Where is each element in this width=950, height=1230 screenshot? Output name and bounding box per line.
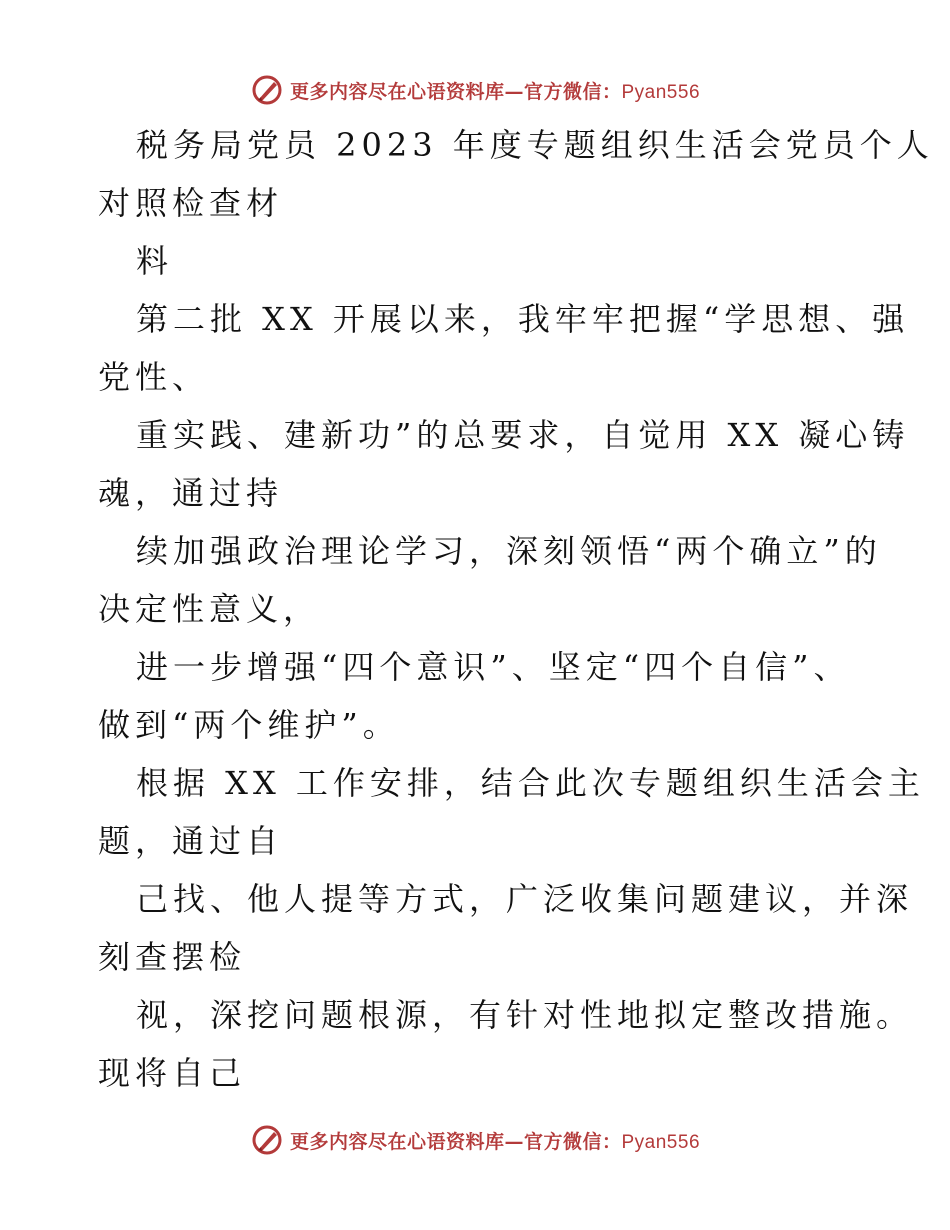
quill-pen-icon	[250, 1123, 284, 1157]
text-line: 现将自己	[98, 1054, 247, 1092]
text-line: 根据 XX 工作安排，结合此次专题组织生活会主	[136, 764, 925, 802]
text-line: 做到“两个维护”。	[98, 706, 400, 744]
text-line: 党性、	[98, 358, 210, 396]
quill-pen-icon	[250, 73, 284, 107]
watermark-text: 更多内容尽在心语资料库—官方微信：Pyan556	[289, 80, 701, 103]
footer-watermark	[0, 1120, 950, 1160]
text-line: 对照检查材	[98, 184, 284, 222]
text-line: 重实践、建新功”的总要求，自觉用 XX 凝心铸	[136, 416, 910, 454]
text-line: 进一步增强“四个意识”、坚定“四个自信”、	[136, 648, 851, 686]
text-line: 决定性意义，	[98, 590, 321, 628]
watermark-text: 更多内容尽在心语资料库—官方微信：Pyan556	[289, 1130, 701, 1153]
text-line: 税务局党员 2023 年度专题组织生活会党员个人	[136, 126, 934, 164]
text-line: 题，通过自	[98, 822, 284, 860]
text-line: 魂，通过持	[98, 474, 284, 512]
text-line: 料	[136, 242, 174, 280]
document-body	[98, 116, 934, 1102]
header-watermark	[0, 70, 950, 110]
text-line: 第二批 XX 开展以来，我牢牢把握“学思想、强	[136, 300, 910, 338]
text-line: 续加强政治理论学习，深刻领悟“两个确立”的	[136, 532, 882, 570]
text-line: 己找、他人提等方式，广泛收集问题建议，并深	[136, 880, 914, 918]
text-line: 视，深挖问题根源，有针对性地拟定整改措施。	[136, 996, 914, 1034]
text-line: 刻查摆检	[98, 938, 247, 976]
